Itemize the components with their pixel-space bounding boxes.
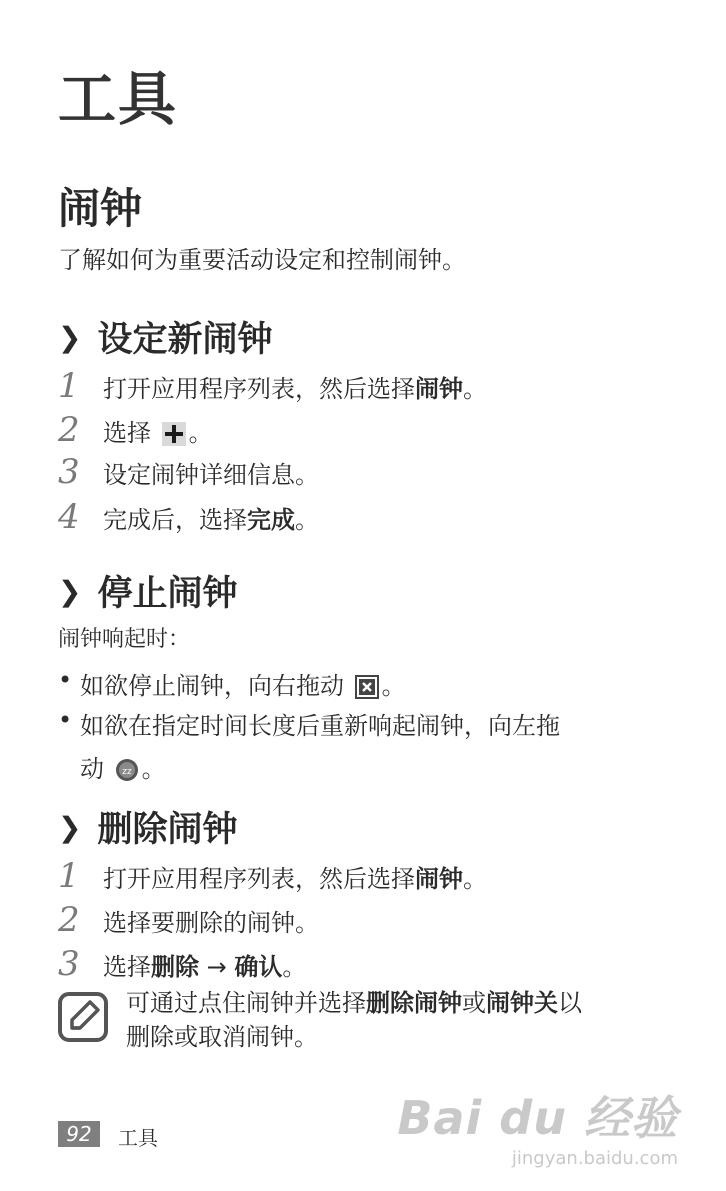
step-text: 打开应用程序列表，然后选择 — [103, 374, 415, 403]
step-bold: 闹钟 — [415, 374, 463, 403]
heading-set-alarm-label: 设定新闹钟 — [97, 320, 273, 360]
chapter-title: 工具 — [58, 65, 179, 133]
close-x-icon — [355, 675, 379, 699]
set-step-4 — [58, 497, 319, 537]
chevron-right-icon: ❯ — [58, 574, 82, 608]
step-punct: 。 — [282, 952, 307, 981]
step-number: 4 — [58, 497, 80, 537]
step-text: 选择要删除的闹钟。 — [103, 908, 319, 937]
bullet-dot: • — [58, 706, 73, 734]
heading-delete-alarm — [58, 802, 237, 852]
stop-lead: 闹钟响起时： — [58, 627, 191, 652]
snooze-zz-icon — [115, 758, 139, 782]
step-number: 1 — [58, 856, 80, 896]
step-number: 3 — [58, 944, 80, 984]
watermark-url: jingyan.baidu.com — [511, 1148, 678, 1169]
step-punct: 。 — [463, 864, 487, 893]
note-pencil-icon — [58, 992, 108, 1042]
bullet-punct: 。 — [141, 755, 166, 783]
section-title: 闹钟 — [58, 184, 143, 233]
intro-text: 了解如何为重要活动设定和控制闹钟。 — [58, 246, 466, 274]
step-punct: 。 — [188, 418, 213, 447]
svg-text:zz: zz — [121, 767, 132, 777]
watermark — [397, 1082, 678, 1169]
step-number: 2 — [58, 410, 80, 450]
bullet-stop — [58, 666, 406, 701]
page-number: 92 — [58, 1121, 100, 1147]
watermark-brand: Bai du 经验 — [397, 1091, 678, 1145]
note-bold: 闹钟关 — [486, 989, 558, 1017]
plus-icon — [162, 422, 186, 446]
heading-set-alarm — [58, 312, 272, 362]
set-step-2 — [58, 410, 213, 450]
step-text: 完成后，选择 — [103, 505, 247, 534]
step-punct: 。 — [463, 374, 487, 403]
step-bold: 闹钟 — [415, 864, 463, 893]
bullet-snooze — [58, 706, 560, 784]
footer-label: 工具 — [118, 1126, 158, 1150]
step-bold: 完成 — [247, 505, 295, 534]
note-run: 或 — [462, 989, 486, 1017]
step-arrow: → — [199, 952, 235, 981]
set-step-3 — [58, 452, 319, 492]
step-bold: 确认 — [234, 952, 283, 981]
bullet-text: 如欲在指定时间长度后重新响起闹钟，向左拖 — [80, 712, 560, 740]
step-number: 3 — [58, 452, 80, 492]
note-run: 以 — [558, 989, 582, 1017]
step-text: 设定闹钟详细信息。 — [103, 460, 319, 489]
note-text — [126, 986, 666, 1054]
note-run: 删除或取消闹钟。 — [126, 1023, 318, 1051]
step-bold: 删除 — [151, 952, 199, 981]
chevron-right-icon: ❯ — [58, 810, 82, 844]
delete-step-2 — [58, 900, 319, 940]
step-text: 打开应用程序列表，然后选择 — [103, 864, 415, 893]
set-step-1 — [58, 366, 487, 406]
step-text: 选择 — [103, 418, 151, 447]
heading-stop-alarm — [58, 566, 237, 616]
step-text: 选择 — [103, 952, 151, 981]
delete-step-1 — [58, 856, 487, 896]
heading-stop-alarm-label: 停止闹钟 — [97, 574, 238, 614]
bullet-text: 如欲停止闹钟，向右拖动 — [80, 672, 344, 700]
bullet-dot: • — [58, 666, 73, 694]
chevron-right-icon: ❯ — [58, 320, 82, 354]
delete-step-3 — [58, 944, 306, 984]
heading-delete-alarm-label: 删除闹钟 — [97, 810, 238, 850]
note-run: 可通过点住闹钟并选择 — [126, 989, 366, 1017]
note-bold: 删除闹钟 — [366, 989, 462, 1017]
step-punct: 。 — [295, 505, 319, 534]
bullet-punct: 。 — [381, 672, 406, 700]
step-number: 1 — [58, 366, 80, 406]
step-number: 2 — [58, 900, 80, 940]
bullet-text-cont: 动 — [80, 755, 104, 783]
